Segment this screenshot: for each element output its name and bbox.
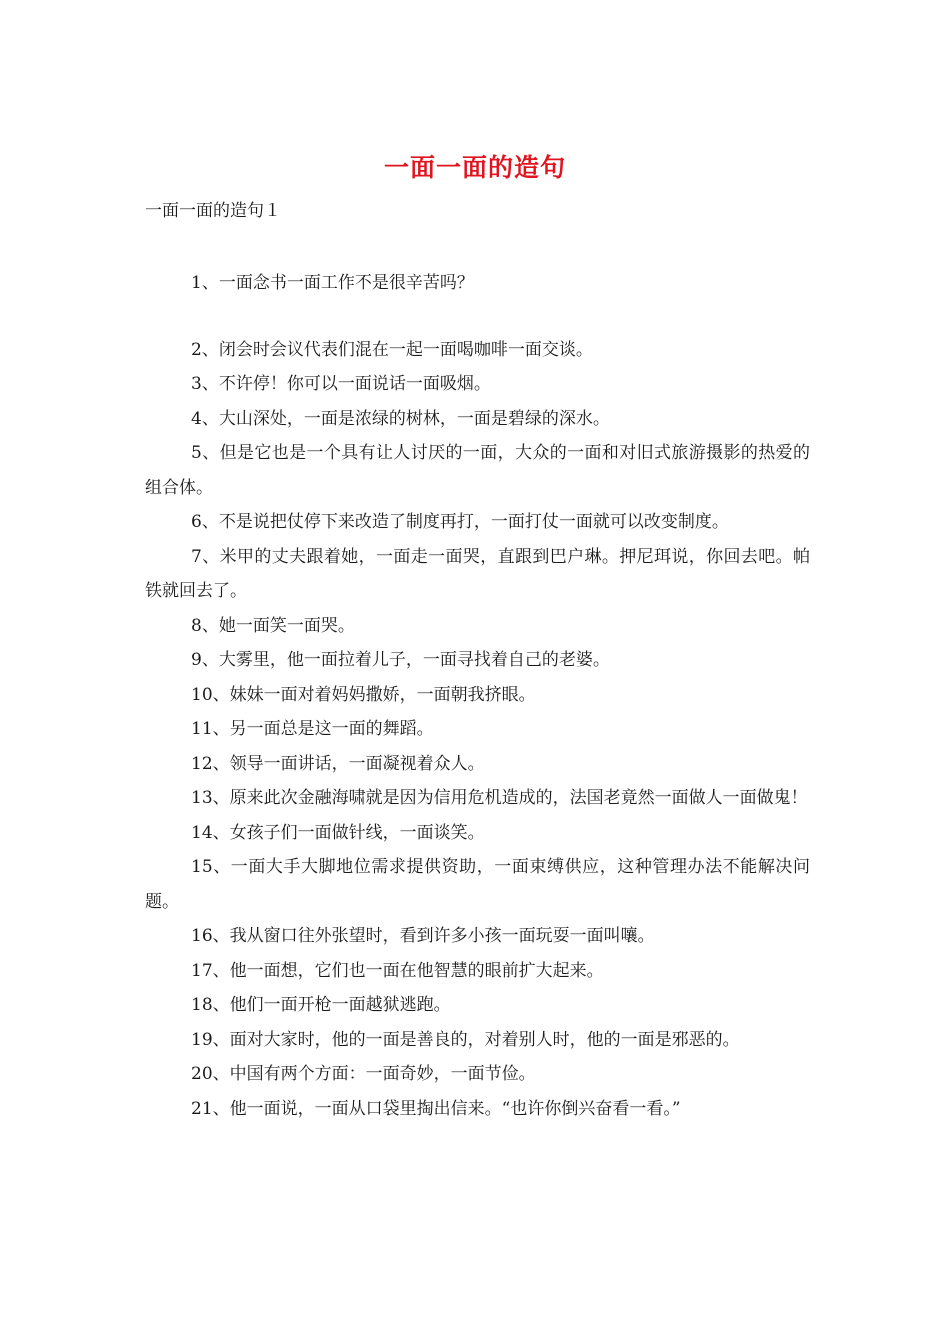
sentence-item: 3、不许停！你可以一面说话一面吸烟。	[191, 374, 491, 394]
sentence-item: 13、原来此次金融海啸就是因为信用危机造成的，法国老竟然一面做人一面做鬼！	[191, 788, 808, 808]
sentence-item: 17、他一面想，它们也一面在他智慧的眼前扩大起来。	[191, 960, 604, 981]
sentence-item: 10、妹妹一面对着妈妈撒娇，一面朝我挤眼。	[191, 684, 536, 705]
sentence-item: 21、他一面说，一面从口袋里掏出信来。“也许你倒兴奋看一看。”	[191, 1098, 681, 1119]
sentence-list	[145, 266, 810, 1126]
sentence-item: 2、闭会时会议代表们混在一起一面喝咖啡一面交谈。	[191, 339, 593, 360]
section-heading: 一面一面的造句１	[145, 201, 281, 221]
sentence-item: 8、她一面笑一面哭。	[191, 615, 355, 636]
sentence-item: 19、面对大家时，他的一面是善良的，对着别人时，他的一面是邪恶的。	[191, 1029, 740, 1050]
sentence-item: 18、他们一面开枪一面越狱逃跑。	[191, 995, 451, 1015]
sentence-item: 9、大雾里，他一面拉着儿子，一面寻找着自己的老婆。	[191, 650, 610, 670]
sentence-item: 16、我从窗口往外张望时，看到许多小孩一面玩耍一面叫嚷。	[191, 926, 655, 946]
sentence-item: 6、不是说把仗停下来改造了制度再打，一面打仗一面就可以改变制度。	[191, 512, 729, 532]
sentence-item: 15、一面大手大脚地位需求提供资助，一面束缚供应，这种管理办法不能解决问题。	[145, 857, 810, 912]
sentence-item: 20、中国有两个方面：一面奇妙，一面节俭。	[191, 1064, 536, 1084]
sentence-item: 1、一面念书一面工作不是很辛苦吗？	[191, 273, 474, 293]
sentence-item: 12、领导一面讲话，一面凝视着众人。	[191, 753, 485, 774]
document-title: 一面一面的造句	[383, 153, 566, 182]
sentence-item: 4、大山深处，一面是浓绿的树林，一面是碧绿的深水。	[191, 408, 610, 429]
sentence-item: 7、米甲的丈夫跟着她，一面走一面哭，直跟到巴户琳。押尼珥说，你回去吧。帕铁就回去了。	[145, 546, 810, 601]
sentence-item: 11、另一面总是这一面的舞蹈。	[191, 719, 434, 739]
sentence-item: 5、但是它也是一个具有让人讨厌的一面，大众的一面和对旧式旅游摄影的热爱的组合体。	[145, 443, 810, 498]
sentence-item: 14、女孩子们一面做针线，一面谈笑。	[191, 822, 485, 843]
